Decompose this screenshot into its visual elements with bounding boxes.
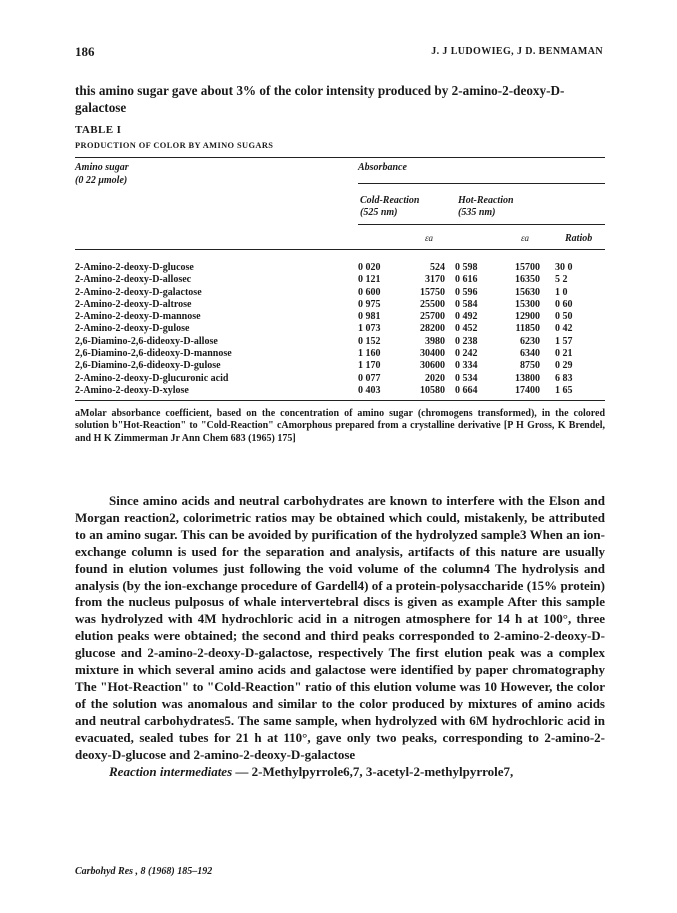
cold-epsilon: 15750 bbox=[420, 286, 445, 298]
ratio-value: 0 21 bbox=[555, 348, 573, 360]
cold-absorbance: 0 403 bbox=[358, 384, 381, 396]
hot-epsilon: 15300 bbox=[515, 298, 540, 310]
hot-absorbance: 0 664 bbox=[455, 384, 478, 396]
hot-epsilon: 15700 bbox=[515, 262, 540, 273]
page-number: 186 bbox=[75, 44, 95, 59]
ratio-value: 0 29 bbox=[555, 360, 573, 372]
cold-epsilon: 25700 bbox=[420, 311, 445, 323]
table-label: TABLE I bbox=[75, 124, 122, 136]
ratio-value: 6 83 bbox=[555, 372, 573, 384]
hot-absorbance: 0 452 bbox=[455, 323, 478, 335]
table-row bbox=[0, 262, 677, 274]
hot-epsilon: 6230 bbox=[520, 335, 540, 347]
ratio-value: 5 2 bbox=[555, 274, 568, 286]
sugar-name: 2,6-Diamino-2,6-dideoxy-D-allose bbox=[75, 335, 218, 347]
hot-epsilon: 15630 bbox=[515, 286, 540, 298]
ratio-value: 1 0 bbox=[555, 286, 568, 298]
cold-epsilon: 25500 bbox=[420, 298, 445, 310]
journal-footer: Carbohyd Res , 8 (1968) 185–192 bbox=[75, 866, 213, 877]
hot-epsilon: 12900 bbox=[515, 311, 540, 323]
hot-epsilon: 8750 bbox=[520, 360, 540, 372]
hot-absorbance: 0 334 bbox=[455, 360, 478, 372]
col-amino-sugar-sub: (0 22 μmole) bbox=[75, 175, 128, 186]
hot-epsilon: 11850 bbox=[515, 323, 540, 335]
table-row bbox=[0, 287, 677, 299]
col-epsilon-hot: εa bbox=[521, 233, 530, 243]
col-epsilon-cold: εa bbox=[425, 233, 434, 243]
table-bottom-rule bbox=[75, 400, 605, 401]
table-row bbox=[0, 336, 677, 348]
hot-absorbance: 0 584 bbox=[455, 298, 478, 310]
sugar-name: 2-Amino-2-deoxy-D-mannose bbox=[75, 311, 201, 323]
col-absorbance: Absorbance bbox=[358, 162, 407, 173]
table-top-rule bbox=[75, 157, 605, 158]
cold-absorbance: 1 073 bbox=[358, 323, 381, 335]
sugar-name: 2-Amino-2-deoxy-D-xylose bbox=[75, 384, 189, 396]
hot-absorbance: 0 534 bbox=[455, 372, 478, 384]
hot-absorbance: 0 242 bbox=[455, 348, 478, 360]
body-paragraph: Since amino acids and neutral carbohydrates are known to interfere with the Elson and Morgan reaction2, colorimetric ratios may be obtained which could, mistakenly, be attributed to an amino sugar. This can be avoided by purification of the hydrolyzed sample3 When an ion-exchange column is used for the separation and analysis, artifacts of this nature are usually found in elution volumes just following the void volume of the column4 The hydrolysis and analysis (by the ion-exchange procedure of Gardell4) of a protein-polysaccharide (15% protein) from the nucleus pulposus of whale intervertebral discs is given as example After this sample was hydrolyzed with 4M hydrochloric acid in a nitrogen atmosphere for 14 h at 100°, three elution peaks were obtained; the second and third peaks corresponded to 2-amino-2-deoxy-D-glucose and 2-amino-2-deoxy-D-galactose, respectively The first elution peak was a complex mixture in which several amino acids and galactose were identified by paper chromatography The "Hot-Reaction" to "Cold-Reaction" ratio of this elution volume was 10 However, the color of the solution was anomalous and similar to the color produced by mixtures of amino acids and neutral carbohydrates5. The same sample, when hydrolyzed with 6M hydrochloric acid in evacuated, sealed tubes for 21 h at 110°, gave only two peaks, corresponding to 2-amino-2-deoxy-D-glucose and 2-amino-2-deoxy-D-galactose bbox=[75, 493, 605, 762]
table-row bbox=[0, 311, 677, 323]
ratio-value: 0 50 bbox=[555, 311, 573, 323]
cold-absorbance: 0 975 bbox=[358, 298, 381, 310]
cold-absorbance: 0 600 bbox=[358, 286, 381, 298]
col-hot-wavelength: (535 nm) bbox=[458, 207, 496, 218]
cold-absorbance: 0 981 bbox=[358, 311, 381, 323]
cold-epsilon: 2020 bbox=[425, 372, 445, 384]
hot-epsilon: 6340 bbox=[520, 348, 540, 360]
table-row bbox=[0, 323, 677, 335]
cold-absorbance: 0 077 bbox=[358, 372, 381, 384]
sugar-name: 2-Amino-2-deoxy-D-glucose bbox=[75, 262, 194, 273]
section-heading: Reaction intermediates bbox=[109, 763, 233, 779]
ratio-value: 1 57 bbox=[555, 335, 573, 347]
col-amino-sugar: Amino sugar bbox=[75, 162, 129, 173]
col-cold-reaction: Cold-Reaction bbox=[360, 195, 420, 206]
hot-absorbance: 0 598 bbox=[455, 262, 478, 273]
hot-absorbance: 0 238 bbox=[455, 335, 478, 347]
table-row bbox=[0, 385, 677, 397]
hot-epsilon: 17400 bbox=[515, 384, 540, 396]
hot-epsilon: 16350 bbox=[515, 274, 540, 286]
cold-absorbance: 1 170 bbox=[358, 360, 381, 372]
cold-absorbance: 0 152 bbox=[358, 335, 381, 347]
cold-absorbance: 0 020 bbox=[358, 262, 381, 273]
cold-epsilon: 10580 bbox=[420, 384, 445, 396]
body-text bbox=[75, 493, 605, 780]
intro-text: this amino sugar gave about 3% of the color intensity produced by 2-amino-2-deoxy-D-galactose bbox=[75, 83, 565, 115]
ratio-value: 0 42 bbox=[555, 323, 573, 335]
hot-absorbance: 0 616 bbox=[455, 274, 478, 286]
ratio-value: 1 65 bbox=[555, 384, 573, 396]
table-body bbox=[0, 262, 677, 397]
table-footnote: aMolar absorbance coefficient, based on the concentration of amino sugar (chromogens transformed), in the colored solution b"Hot-Reaction" to "Cold-Reaction" cAmorphous prepared from a crystalline derivative [P H Gross, K Brendel, and H K Zimmerman Jr Ann Chem 683 (1965) 175] bbox=[75, 408, 605, 444]
sugar-name: 2-Amino-2-deoxy-D-allosec bbox=[75, 274, 192, 286]
table-row bbox=[0, 274, 677, 286]
table-caption: PRODUCTION OF COLOR BY AMINO SUGARS bbox=[75, 141, 274, 150]
cold-epsilon: 524 bbox=[430, 262, 445, 273]
col-cold-wavelength: (525 nm) bbox=[360, 207, 398, 218]
hot-epsilon: 13800 bbox=[515, 372, 540, 384]
running-head: J. J LUDOWIEG, J D. BENMAMAN bbox=[431, 46, 603, 57]
header-bottom-rule bbox=[75, 249, 605, 250]
table-row bbox=[0, 373, 677, 385]
hot-absorbance: 0 492 bbox=[455, 311, 478, 323]
section-text: — 2-Methylpyrrole6,7, 3-acetyl-2-methylpyrrole7, bbox=[232, 763, 514, 779]
cold-epsilon: 28200 bbox=[420, 323, 445, 335]
sugar-name: 2,6-Diamino-2,6-dideoxy-D-mannose bbox=[75, 348, 232, 360]
ratio-value: 30 0 bbox=[555, 262, 573, 273]
table-row bbox=[0, 348, 677, 360]
sugar-name: 2-Amino-2-deoxy-D-gulose bbox=[75, 323, 190, 335]
sugar-name: 2-Amino-2-deoxy-D-altrose bbox=[75, 298, 192, 310]
cold-epsilon: 30400 bbox=[420, 348, 445, 360]
cold-epsilon: 3980 bbox=[425, 335, 445, 347]
cold-epsilon: 30600 bbox=[420, 360, 445, 372]
cold-epsilon: 3170 bbox=[425, 274, 445, 286]
table-row bbox=[0, 299, 677, 311]
ratio-value: 0 60 bbox=[555, 298, 573, 310]
sugar-name: 2-Amino-2-deoxy-D-glucuronic acid bbox=[75, 372, 229, 384]
col-hot-reaction: Hot-Reaction bbox=[458, 195, 514, 206]
cold-absorbance: 0 121 bbox=[358, 274, 381, 286]
table-row bbox=[0, 360, 677, 372]
col-ratio: Ratiob bbox=[565, 233, 593, 244]
sugar-name: 2,6-Diamino-2,6-dideoxy-D-gulose bbox=[75, 360, 221, 372]
page-header bbox=[75, 44, 603, 62]
sugar-name: 2-Amino-2-deoxy-D-galactose bbox=[75, 286, 202, 298]
hot-absorbance: 0 596 bbox=[455, 286, 478, 298]
body-paragraph-2 bbox=[75, 764, 605, 781]
subheader-rule bbox=[358, 224, 605, 225]
cold-absorbance: 1 160 bbox=[358, 348, 381, 360]
absorbance-rule bbox=[358, 183, 605, 184]
